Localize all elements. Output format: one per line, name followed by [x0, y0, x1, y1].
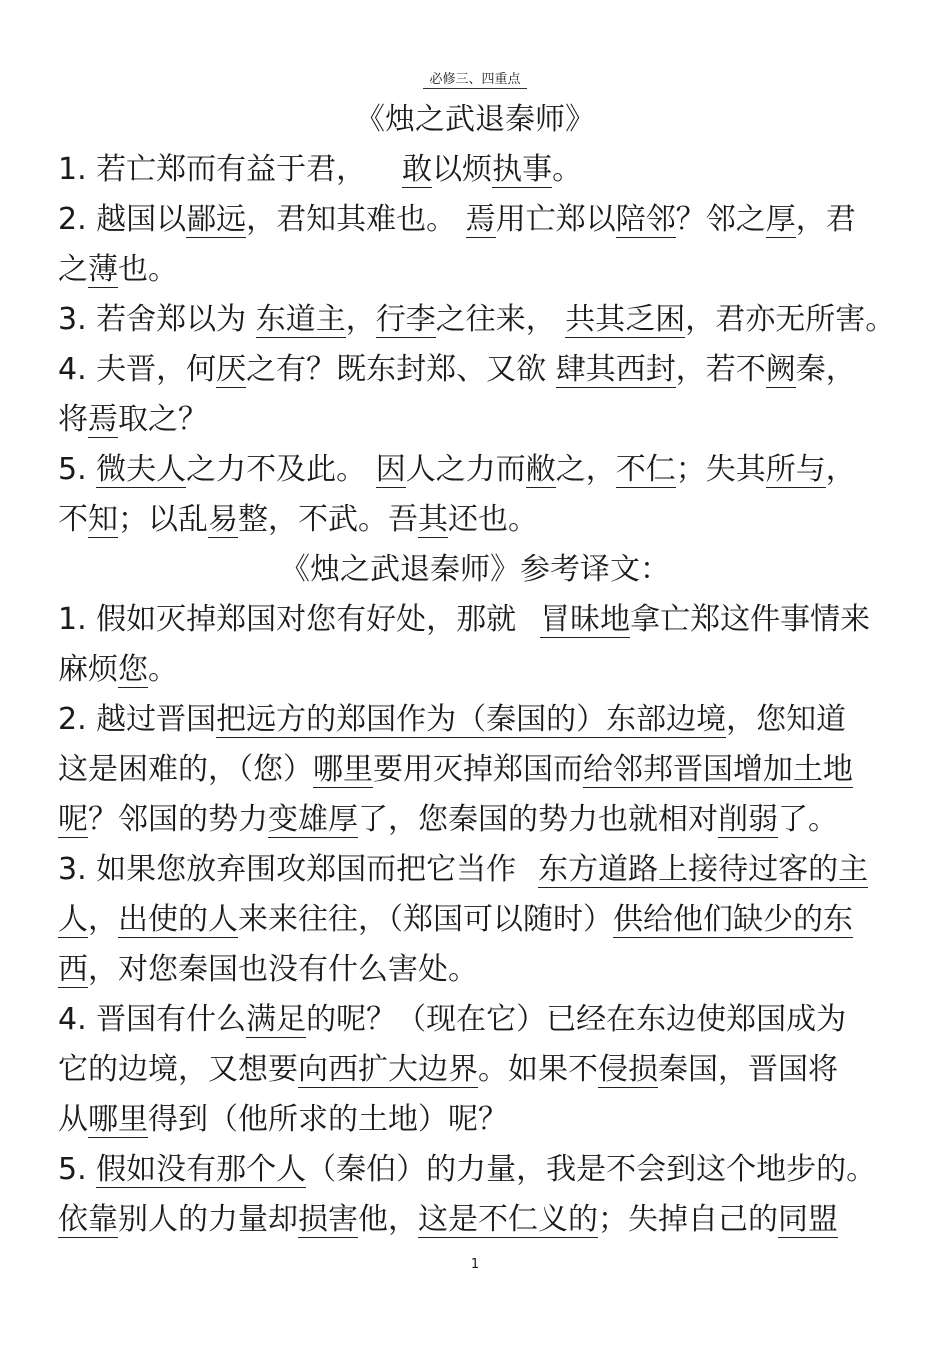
text-segment: ？邻国的势力 [88, 802, 268, 837]
text-segment: 以烦 [432, 152, 493, 187]
underlined-term: 供给他们缺少的东 [613, 902, 853, 937]
underlined-term: 削弱 [718, 802, 778, 837]
underlined-term: 东道主 [255, 302, 346, 337]
text-segment: 还也。 [448, 502, 538, 537]
underlined-term: 焉 [88, 402, 118, 437]
underlined-term: 西 [58, 952, 88, 987]
translation-4-line-1 [58, 1000, 898, 1040]
underlined-term: 同盟 [778, 1202, 838, 1237]
text-segment: 要用灭掉郑国而 [373, 752, 583, 787]
text-segment: 人之力而 [405, 452, 526, 487]
title: 《烛之武退秦师》 [355, 102, 595, 137]
underlined-term: 微夫人 [96, 452, 187, 487]
underlined-term: 出使的人 [118, 902, 238, 937]
text-segment: 不 [58, 502, 88, 537]
text-segment: 1. 假如灭掉郑国对您有好处，那就 [58, 602, 517, 637]
underlined-term: 损害 [298, 1202, 358, 1237]
text-segment: ，若不 [675, 352, 766, 387]
question-2-line-2 [58, 250, 898, 290]
translation-5-line-1 [58, 1150, 898, 1190]
text-segment: 5. [58, 1152, 97, 1187]
text-segment: 将 [58, 402, 88, 437]
underlined-term: 肆其西封 [555, 352, 676, 387]
underlined-term: 执事 [492, 152, 553, 187]
underlined-term: 知 [88, 502, 118, 537]
underlined-term: 陪邻 [615, 202, 676, 237]
text-segment: 用亡郑以 [495, 202, 616, 237]
translation-3-line-3 [58, 950, 898, 990]
underlined-term: 行李 [375, 302, 436, 337]
text-segment: 之力不及此。 [186, 452, 367, 487]
text-segment: 5. [58, 452, 97, 487]
text-segment: 整，不武。吾 [238, 502, 418, 537]
underlined-term: 这是不仁义的 [418, 1202, 598, 1237]
text-segment: 得到（他所求的土地）呢？ [148, 1102, 508, 1137]
underlined-term: 您 [118, 652, 148, 687]
underlined-term: 鄙远 [186, 202, 247, 237]
translation-3-line-1 [58, 850, 898, 890]
text-segment: 秦， [795, 352, 856, 387]
page-header [0, 72, 950, 89]
question-2-line-1 [58, 200, 898, 240]
underlined-term: 敢 [402, 152, 433, 187]
text-segment: 1. 若亡郑而有益于君， [58, 152, 367, 187]
text-segment: （秦伯）的力量，我是不会到这个地步的。 [306, 1152, 877, 1187]
underlined-term: 满足 [246, 1002, 307, 1037]
underlined-term: 侵损 [598, 1052, 658, 1087]
translation-2-line-2 [58, 750, 898, 790]
underlined-term: 变雄厚 [268, 802, 358, 837]
translation-1-line-1 [58, 600, 898, 640]
translation-1-line-2 [58, 650, 898, 690]
text-segment: ，君 [795, 202, 856, 237]
text-segment: 从 [58, 1102, 88, 1137]
text-segment: 别人的力量却 [118, 1202, 298, 1237]
text-segment: 他， [358, 1202, 418, 1237]
text-segment: ，您知道 [726, 702, 847, 737]
text-segment: 2. 越国以 [58, 202, 187, 237]
text-segment: 来来往往，（郑国可以随时） [238, 902, 613, 937]
underlined-term: 阙 [765, 352, 796, 387]
page-number: 1 [470, 1257, 480, 1272]
underlined-term: 薄 [88, 252, 118, 287]
underlined-term: 厚 [765, 202, 796, 237]
underlined-term: 易 [208, 502, 238, 537]
text-segment: 麻烦 [58, 652, 118, 687]
underlined-term: 所与 [765, 452, 826, 487]
text-segment: ；失掉自己的 [598, 1202, 778, 1237]
text-segment: ？邻之 [675, 202, 766, 237]
underlined-term: 敝 [525, 452, 556, 487]
text-segment: 也。 [118, 252, 178, 287]
translation-5-line-2 [58, 1200, 898, 1240]
question-5-line-1 [58, 450, 898, 490]
text-segment: 。 [148, 652, 178, 687]
translation-title: 《烛之武退秦师》参考译文： [280, 552, 670, 587]
underlined-term: 向西扩大边界 [298, 1052, 478, 1087]
text-segment: ，君知其难也。 [246, 202, 457, 237]
underlined-term: 把远方的郑国作为（秦国的）东部边境 [216, 702, 727, 737]
text-segment: 之往来， [435, 302, 556, 337]
text-segment: ， [88, 902, 118, 937]
underlined-term: 厌 [216, 352, 247, 387]
text-segment: 秦国，晋国将 [658, 1052, 838, 1087]
translation-4-line-3 [58, 1100, 898, 1140]
question-4-line-2 [58, 400, 898, 440]
text-segment: ；以乱 [118, 502, 208, 537]
text-segment: 它的边境，又想要 [58, 1052, 298, 1087]
underlined-term: 依靠 [58, 1202, 118, 1237]
translation-2-line-3 [58, 800, 898, 840]
underlined-term: 哪里 [88, 1102, 148, 1137]
text-segment: ，对您秦国也没有什么害处。 [88, 952, 478, 987]
text-segment: 的呢？（现在它）已经在东边使郑国成为 [306, 1002, 847, 1037]
text-segment: 拿亡郑这件事情来 [630, 602, 871, 637]
text-segment: 。如果不 [478, 1052, 598, 1087]
text-segment: 了，您秦国的势力也就相对 [358, 802, 718, 837]
question-5-line-2 [58, 500, 898, 540]
underlined-term: 因 [375, 452, 406, 487]
translation-2-line-1 [58, 700, 898, 740]
question-1 [58, 150, 898, 190]
text-segment: 。 [552, 152, 583, 187]
text-segment: 4. 晋国有什么 [58, 1002, 247, 1037]
text-segment: 了。 [778, 802, 838, 837]
question-3 [58, 300, 898, 340]
text-segment: 取之？ [118, 402, 208, 437]
underlined-term: 焉 [465, 202, 496, 237]
text-segment: 之， [555, 452, 616, 487]
underlined-term: 呢 [58, 802, 88, 837]
text-segment: 2. 越过晋国 [58, 702, 217, 737]
text-segment: ；失其 [675, 452, 766, 487]
text-segment: 3. 若舍郑以为 [58, 302, 247, 337]
underlined-term: 给邻邦晋国增加土地 [583, 752, 853, 787]
translation-3-line-2 [58, 900, 898, 940]
translation-4-line-2 [58, 1050, 898, 1090]
text-segment: 之有？既东封郑、又欲 [246, 352, 547, 387]
question-4-line-1 [58, 350, 898, 390]
underlined-term: 哪里 [313, 752, 373, 787]
underlined-term: 假如没有那个人 [96, 1152, 307, 1187]
text-segment: 3. 如果您放弃围攻郑国而把它当作 [58, 852, 517, 887]
underlined-term: 其 [418, 502, 448, 537]
underlined-term: 共其乏困 [565, 302, 686, 337]
text-segment: ，君亦无所害。 [685, 302, 896, 337]
text-segment: 之 [58, 252, 88, 287]
text-segment: 必修三、四重点 [423, 72, 526, 89]
underlined-term: 东方道路上接待过客的主 [538, 852, 869, 887]
underlined-term: 人 [58, 902, 88, 937]
text-segment: ， [345, 302, 376, 337]
text-segment: 这是困难的，（您） [58, 752, 313, 787]
text-segment: ， [825, 452, 856, 487]
text-segment: 4. 夫晋，何 [58, 352, 217, 387]
underlined-term: 不仁 [615, 452, 676, 487]
underlined-term: 冒昧地 [540, 602, 631, 637]
